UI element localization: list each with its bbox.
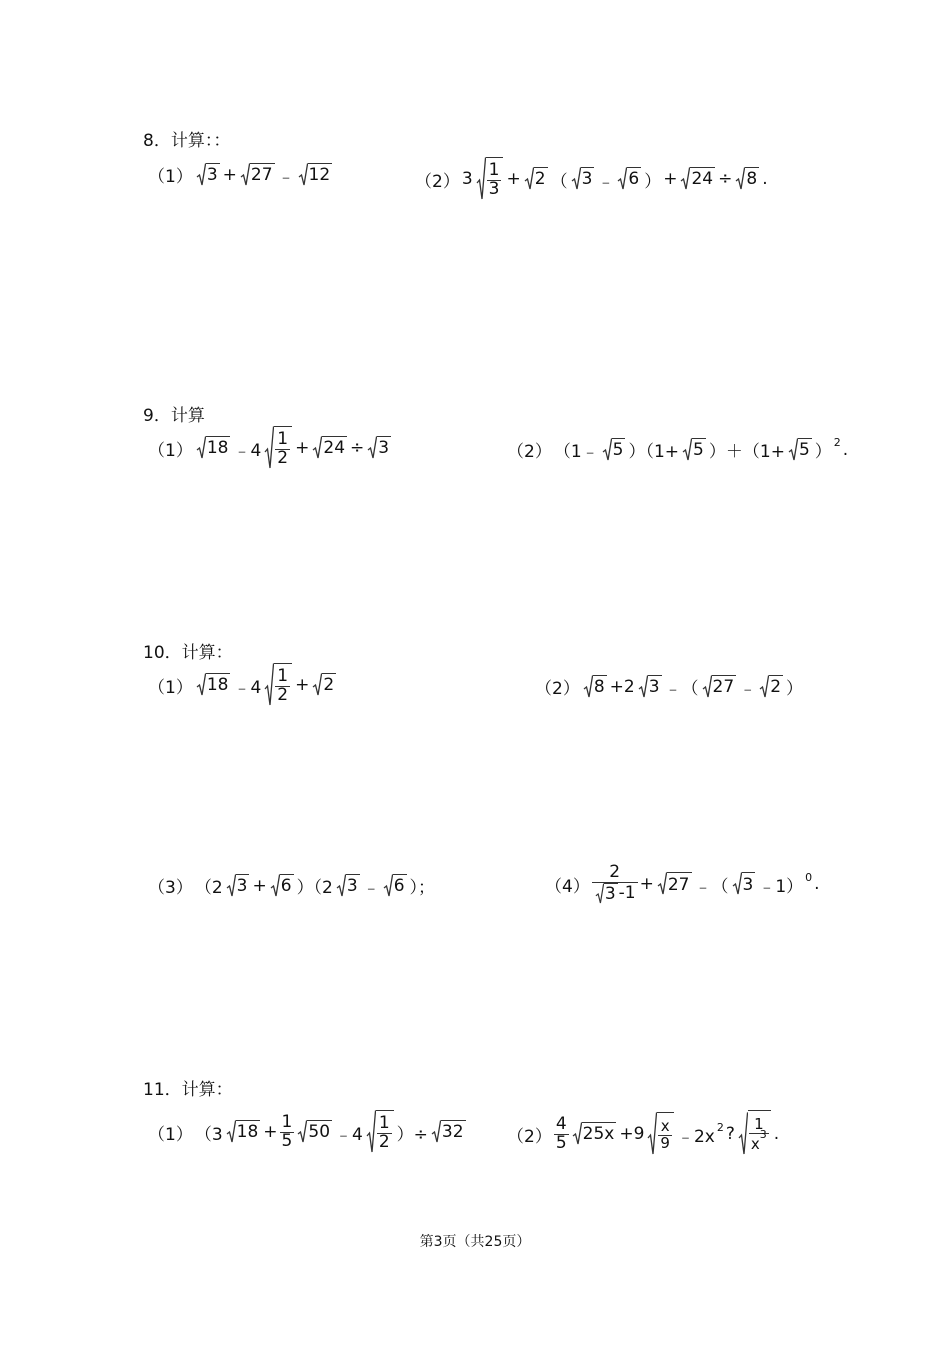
sqrt-fraction: $\frac{1}{2}$: [366, 1110, 394, 1154]
sqrt-expr: 27: [657, 872, 692, 896]
sqrt-fraction: $\frac{1}{x^3}$: [738, 1110, 771, 1158]
fraction: $\frac{4}{5}$: [555, 1113, 567, 1153]
sqrt-expr: 3: [732, 872, 756, 896]
sqrt-expr: 6: [270, 874, 294, 898]
part-label: （1）: [148, 167, 193, 187]
sqrt-expr: 3: [336, 874, 360, 898]
fraction: 2 3 -1: [592, 864, 638, 905]
sqrt-expr: 18: [196, 436, 231, 460]
q9-part1: （1） 18 ﹣4 $\frac{1}{2}$ + 24 ÷ 3: [148, 426, 392, 470]
part-label: （4）: [545, 876, 590, 897]
part-label: （1）: [148, 1124, 193, 1145]
sqrt-expr: 3: [367, 436, 391, 460]
sqrt-expr: 2: [759, 675, 783, 699]
sqrt-expr: 6: [383, 874, 407, 898]
sqrt-expr: 25x: [572, 1122, 617, 1146]
sqrt-fraction: $\frac{1}{2}$: [264, 663, 292, 707]
q8-part1: （1） 3 + 27 ﹣ 12: [148, 162, 333, 187]
sqrt-expr: 5: [788, 438, 812, 462]
sqrt-expr: 27: [240, 163, 275, 187]
sqrt-expr: 32: [431, 1120, 466, 1144]
q11-part2: （2） $\frac{4}{5}$ 25x +9 $\frac{x}{9}$ ﹣2x 2 ? $\frac{1}{x^3}$ .: [507, 1110, 779, 1158]
sqrt-expr: 3: [196, 163, 220, 187]
sqrt-expr: 12: [298, 163, 333, 187]
sqrt-expr: 3: [638, 675, 662, 699]
part-label: （1）: [148, 440, 193, 461]
fraction: $\frac{1}{5}$: [281, 1111, 293, 1151]
exponent: 2: [716, 1120, 724, 1134]
question-9-title: 9．计算: [143, 406, 205, 426]
sqrt-fraction: $\frac{1}{2}$: [264, 426, 292, 470]
sqrt-expr: 5: [682, 438, 706, 462]
part-label: （2）: [507, 1126, 552, 1147]
sqrt-fraction: $\frac{x}{9}$: [647, 1112, 674, 1156]
q10-part4: （4） 2 3 -1 + 27 ﹣（ 3 ﹣1） 0 .: [545, 862, 820, 904]
sqrt-expr: 8: [735, 167, 759, 191]
sqrt-fraction: $\frac{1}{3}$: [476, 157, 504, 201]
q10-part1: （1） 18 ﹣4 $\frac{1}{2}$ + 2: [148, 663, 337, 707]
sqrt-expr: 3: [226, 874, 250, 898]
part-label: （2）: [535, 679, 580, 699]
sqrt-expr: 2: [524, 167, 548, 191]
sqrt-expr: 3: [595, 883, 618, 905]
q10-part3: （3） （2 3 + 6 ）（2 3 ﹣ 6 ）；: [148, 873, 435, 898]
sqrt-expr: 24: [680, 167, 715, 191]
question-11-title: 11．计算：: [143, 1080, 233, 1100]
exponent: 2: [833, 436, 841, 449]
q11-part1: （1） （3 18 + $\frac{1}{5}$ 50 ﹣4 $\frac{1}{2}$ ）÷ 32: [148, 1110, 467, 1154]
sqrt-expr: 6: [617, 167, 641, 191]
page-footer: 第3页（共25页）: [419, 1234, 531, 1250]
sqrt-expr: 18: [226, 1120, 261, 1144]
part-label: （2）: [507, 442, 552, 462]
q8-part2: （2） 3 $\frac{1}{3}$ + 2 （ 3 ﹣ 6 ） + 24 ÷ 8 .: [415, 157, 768, 201]
sqrt-expr: 24: [312, 436, 347, 460]
sqrt-expr: 50: [297, 1120, 332, 1144]
part-label: （2）: [415, 171, 460, 192]
q9-part2: （2） （1﹣ 5 ）（1+ 5 ）＋（1+ 5 ） 2 .: [507, 436, 849, 462]
sqrt-expr: 8: [583, 675, 607, 699]
part-label: （3）: [148, 878, 193, 898]
part-label: （1）: [148, 677, 193, 698]
sqrt-expr: 5: [602, 438, 626, 462]
sqrt-expr: 27: [702, 675, 737, 699]
question-10-title: 10．计算：: [143, 643, 233, 663]
question-8-title: 8．计算：：: [143, 131, 231, 151]
sqrt-expr: 3: [571, 167, 595, 191]
sqrt-expr: 2: [312, 673, 336, 697]
exponent: 0: [805, 870, 813, 884]
sqrt-expr: 18: [196, 673, 231, 697]
q10-part2: （2） 8 +2 3 ﹣（ 27 ﹣ 2 ）: [535, 674, 803, 699]
